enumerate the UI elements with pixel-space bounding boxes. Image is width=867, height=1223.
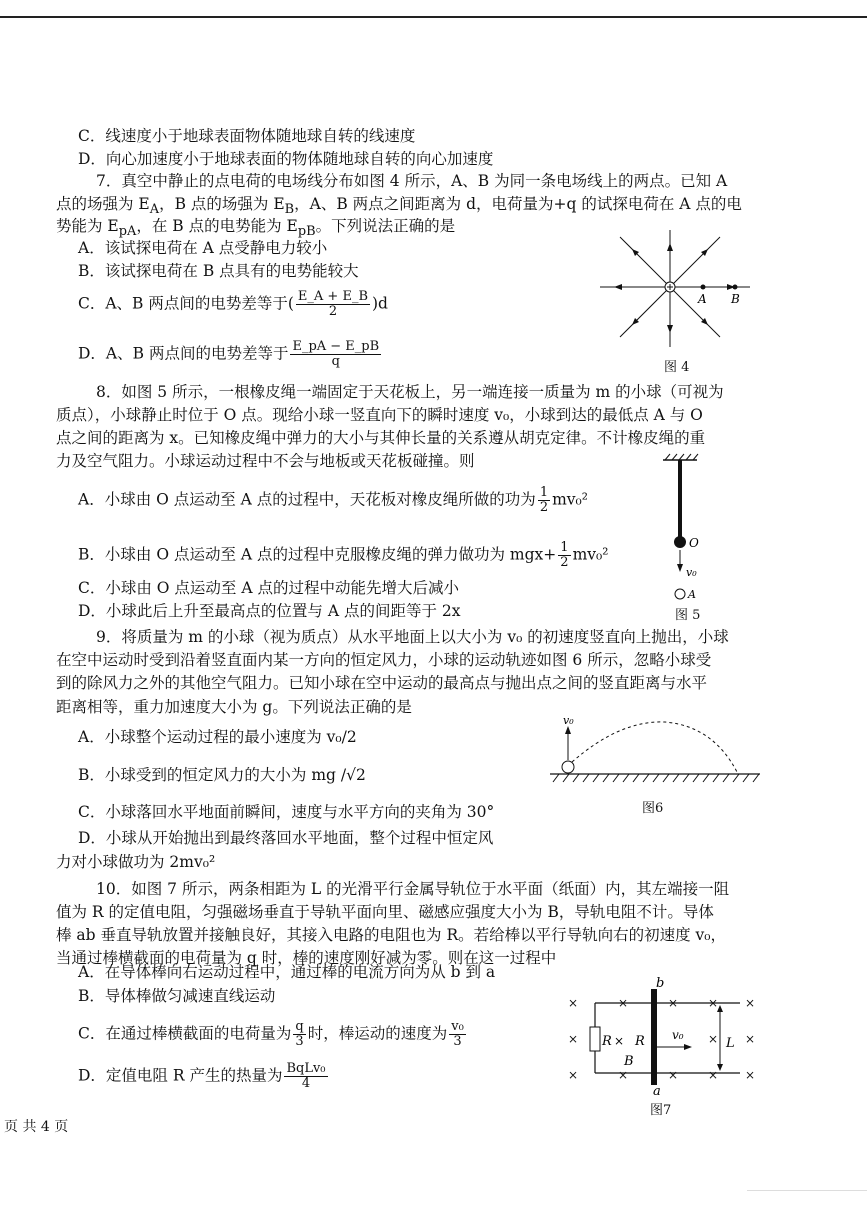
q9-option-d-line1: D．小球从开始抛出到最终落回水平地面，整个过程中恒定风 xyxy=(78,829,494,847)
figure-7-rails xyxy=(560,975,770,1095)
q9-stem-line4: 距离相等，重力加速度大小为 g。下列说法正确的是 xyxy=(56,698,412,716)
f7-label-field: B xyxy=(624,1054,634,1069)
q8-stem-line4: 力及空气阻力。小球运动过程中不会与地板或天花板碰撞。则 xyxy=(56,452,475,470)
svg-text:×: × xyxy=(708,996,719,1010)
q9-stem-line2: 在空中运动时受到沿着竖直面内某一方向的恒定风力，小球的运动轨迹如图 6 所示，忽略小球受 xyxy=(56,651,712,669)
f6-label-v0: v₀ xyxy=(563,714,574,727)
f7-label-l: L xyxy=(726,1036,735,1051)
f7-label-b: b xyxy=(656,976,665,991)
f4-label-a: A xyxy=(698,292,707,306)
q9-option-b: B．小球受到的恒定风力的大小为 mg /√2 xyxy=(78,766,366,784)
q9-option-d-line2: 力对小球做功为 2mv₀² xyxy=(56,853,216,871)
svg-text:×: × xyxy=(668,996,679,1010)
figure-6-caption: 图6 xyxy=(642,801,664,816)
f5-label-a: A xyxy=(688,588,696,601)
top-rule xyxy=(0,16,867,18)
q8-stem-line3: 点之间的距离为 x。已知橡皮绳中弹力的大小与其伸长量的关系遵从胡克定律。不计橡皮绳的重 xyxy=(56,429,706,447)
q8-option-c: C．小球由 O 点运动至 A 点的过程中动能先增大后减小 xyxy=(78,579,459,597)
q10-option-b: B．导体棒做匀减速直线运动 xyxy=(78,987,276,1005)
figure-6-trajectory xyxy=(545,712,765,792)
q8-option-a: A．小球由 O 点运动至 A 点的过程中，天花板对橡皮绳所做的功为 $\frac{1}{2}$ mv₀² xyxy=(78,485,588,515)
f5-label-v0: v₀ xyxy=(686,566,697,579)
q10-option-c: C．在通过棒横截面的电荷量为 $\frac{q}{3}$ 时，棒运动的速度为 $\frac{\text{v₀}}{3}$ xyxy=(78,1019,464,1049)
q8-stem-line2: 质点），小球静止时位于 O 点。现给小球一竖直向下的瞬时速度 v₀，小球到达的最低点 A 与 O xyxy=(56,406,703,424)
svg-text:×: × xyxy=(568,996,579,1010)
q10-stem-line1: 10．如图 7 所示，两条相距为 L 的光滑平行金属导轨位于水平面（纸面）内，其左端接一阻 xyxy=(96,880,730,898)
q8-option-d: D．小球此后上升至最高点的位置与 A 点的间距等于 2x xyxy=(78,602,461,620)
page-footer: 页 共 4 页 xyxy=(4,1119,69,1135)
svg-text:×: × xyxy=(618,996,629,1010)
q7-option-c: C．A、B 两点间的电势差等于( $\frac{E\_A + E\_B}{2}$ )d xyxy=(78,289,388,319)
q9-option-c: C．小球落回水平地面前瞬间，速度与水平方向的夹角为 30° xyxy=(78,803,495,821)
q9-stem-line1: 9．将质量为 m 的小球（视为质点）从水平地面上以大小为 v₀ 的初速度竖直向上抛出，小球 xyxy=(96,628,729,646)
f7-label-v0: v₀ xyxy=(672,1028,684,1042)
svg-text:×: × xyxy=(614,1034,625,1048)
svg-text:×: × xyxy=(745,1032,756,1046)
scan-edge xyxy=(747,1190,867,1205)
figure-4-caption: 图 4 xyxy=(664,360,690,375)
figure-5-rubber-cord xyxy=(655,452,715,602)
figure-7-caption: 图7 xyxy=(650,1103,672,1118)
q7-option-d: D．A、B 两点间的电势差等于 $\frac{E\_pA - E\_pB}{q}$ xyxy=(78,339,380,369)
svg-text:×: × xyxy=(568,1068,579,1082)
figure-4-field-lines xyxy=(590,225,760,355)
q8-option-b: B．小球由 O 点运动至 A 点的过程中克服橡皮绳的弹力做功为 mgx+ $\frac{1}{2}$ mv₀² xyxy=(78,540,609,570)
f7-label-r2: R xyxy=(635,1034,645,1049)
figure-5-caption: 图 5 xyxy=(675,608,701,623)
q10-stem-line2: 值为 R 的定值电阻，匀强磁场垂直于导轨平面向里、磁感应强度大小为 B，导轨电阻不计。导体 xyxy=(56,903,714,921)
q10-stem-line4: 当通过棒横截面的电荷量为 q 时，棒的速度刚好减为零。则在这一过程中 xyxy=(56,949,557,967)
q9-stem-line3: 到的除风力之外的其他空气阻力。已知小球在空中运动的最高点与抛出点之间的竖直距离与水平 xyxy=(56,674,708,692)
f7-label-a: a xyxy=(653,1084,661,1095)
f4-label-b: B xyxy=(731,292,740,306)
svg-text:×: × xyxy=(745,996,756,1010)
f7-label-r1: R xyxy=(602,1034,612,1049)
q10-option-d: D．定值电阻 R 产生的热量为 $\frac{\text{BqLv₀}}{4}$ xyxy=(78,1061,326,1091)
q7-stem-line3: 势能为 $E_{pA}$，在 B 点的电势能为 $E_{pB}$。下列说法正确的是 xyxy=(56,217,456,240)
q6-option-d: D．向心加速度小于地球表面的物体随地球自转的向心加速度 xyxy=(78,150,494,168)
q7-stem-line1: 7．真空中静止的点电荷的电场线分布如图 4 所示，A、B 为同一条电场线上的两点。已知 A xyxy=(96,172,728,190)
svg-text:×: × xyxy=(745,1068,756,1082)
svg-text:×: × xyxy=(708,1032,719,1046)
svg-text:×: × xyxy=(708,1068,719,1082)
q10-stem-line3: 棒 ab 垂直导轨放置并接触良好，其接入电路的电阻也为 R。若给棒以平行导轨向右的初速度 v₀， xyxy=(56,926,727,944)
q7-stem-line2: 点的场强为 $E_A$，B 点的场强为 $E_B$，A、B 两点之间距离为 d，电荷量为+q 的试探电荷在 A 点的电 xyxy=(56,195,742,218)
q8-stem-line1: 8．如图 5 所示，一根橡皮绳一端固定于天花板上，另一端连接一质量为 m 的小球（可视为 xyxy=(96,383,724,401)
svg-text:×: × xyxy=(568,1032,579,1046)
q7-option-b: B．该试探电荷在 B 点具有的电势能较大 xyxy=(78,262,359,280)
svg-text:×: × xyxy=(668,1068,679,1082)
q9-option-a: A．小球整个运动过程的最小速度为 v₀/2 xyxy=(78,728,357,746)
f5-label-o: O xyxy=(689,536,699,550)
q10-option-a: A．在导体棒向右运动过程中，通过棒的电流方向为从 b 到 a xyxy=(78,963,496,981)
svg-text:×: × xyxy=(618,1068,629,1082)
q7-option-a: A．该试探电荷在 A 点受静电力较小 xyxy=(78,239,328,257)
q6-option-c: C．线速度小于地球表面物体随地球自转的线速度 xyxy=(78,127,416,145)
